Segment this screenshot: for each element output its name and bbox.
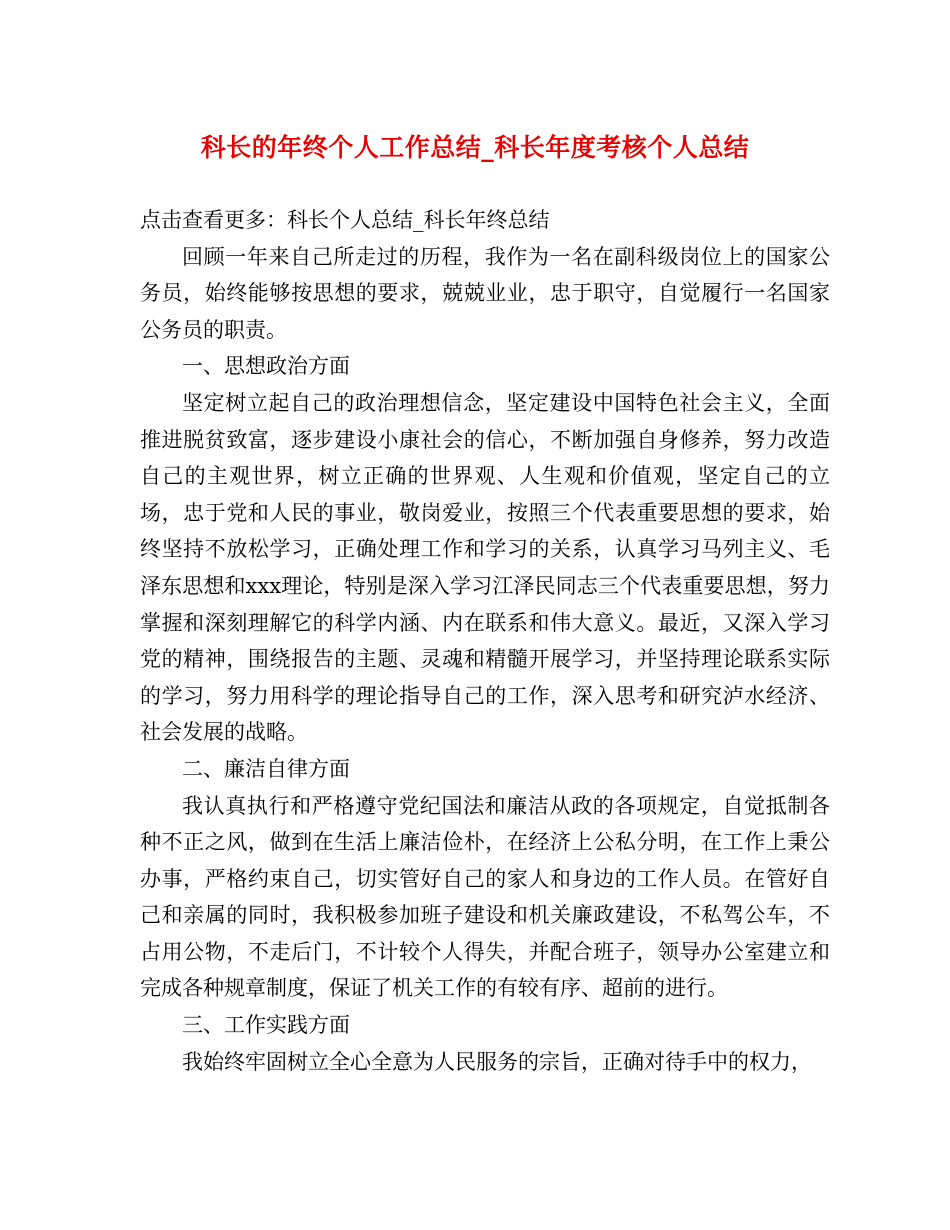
ideology-paragraph: 坚定树立起自己的政治理想信念，坚定建设中国特色社会主义，全面推进脱贫致富，逐步建设小康社会的信心，不断加强自身修养，努力改造自己的主观世界，树立正确的世界观、人生观和价值观，坚定自己的立场，忠于党和人民的事业，敬岗爱业，按照三个代表重要思想的要求，始终坚持不放松学习，正确处理工作和学习的关系，认真学习马列主义、毛泽东思想和xxx理论，特别是深入学习江泽民同志三个代表重要思想，努力掌握和深刻理解它的科学内涵、内在联系和伟大意义。最近，又深入学习党的精神，围绕报告的主题、灵魂和精髓开展学习，并坚持理论联系实际的学习，努力用科学的理论指导自己的工作，深入思考和研究泸水经济、社会发展的战略。 (140, 390, 830, 745)
section-heading-ideology: 一、思想政治方面 (182, 354, 350, 379)
related-link-line[interactable]: 点击查看更多：科长个人总结_科长年终总结 (140, 208, 550, 232)
section-heading-practice: 三、工作实践方面 (182, 1013, 350, 1038)
document-body (140, 202, 830, 1080)
practice-paragraph: 我始终牢固树立全心全意为人民服务的宗旨，正确对待手中的权力， (182, 1049, 812, 1074)
document-title: 科长的年终个人工作总结_科长年度考核个人总结 (200, 133, 750, 162)
integrity-paragraph: 我认真执行和严格遵守党纪国法和廉洁从政的各项规定，自觉抵制各种不正之风，做到在生活上廉洁俭朴，在经济上公私分明，在工作上秉公办事，严格约束自己，切实管好自己的家人和身边的工作人员。在管好自己和亲属的同时，我积极参加班子建设和机关廉政建设，不私驾公车，不占用公物，不走后门，不计较个人得失，并配合班子，领导办公室建立和完成各种规章制度，保证了机关工作的有较有序、超前的进行。 (140, 793, 830, 1001)
section-heading-integrity: 二、廉洁自律方面 (182, 756, 350, 781)
intro-paragraph: 回顾一年来自己所走过的历程，我作为一名在副科级岗位上的国家公务员，始终能够按思想的要求，兢兢业业，忠于职守，自觉履行一名国家公务员的职责。 (140, 244, 830, 342)
